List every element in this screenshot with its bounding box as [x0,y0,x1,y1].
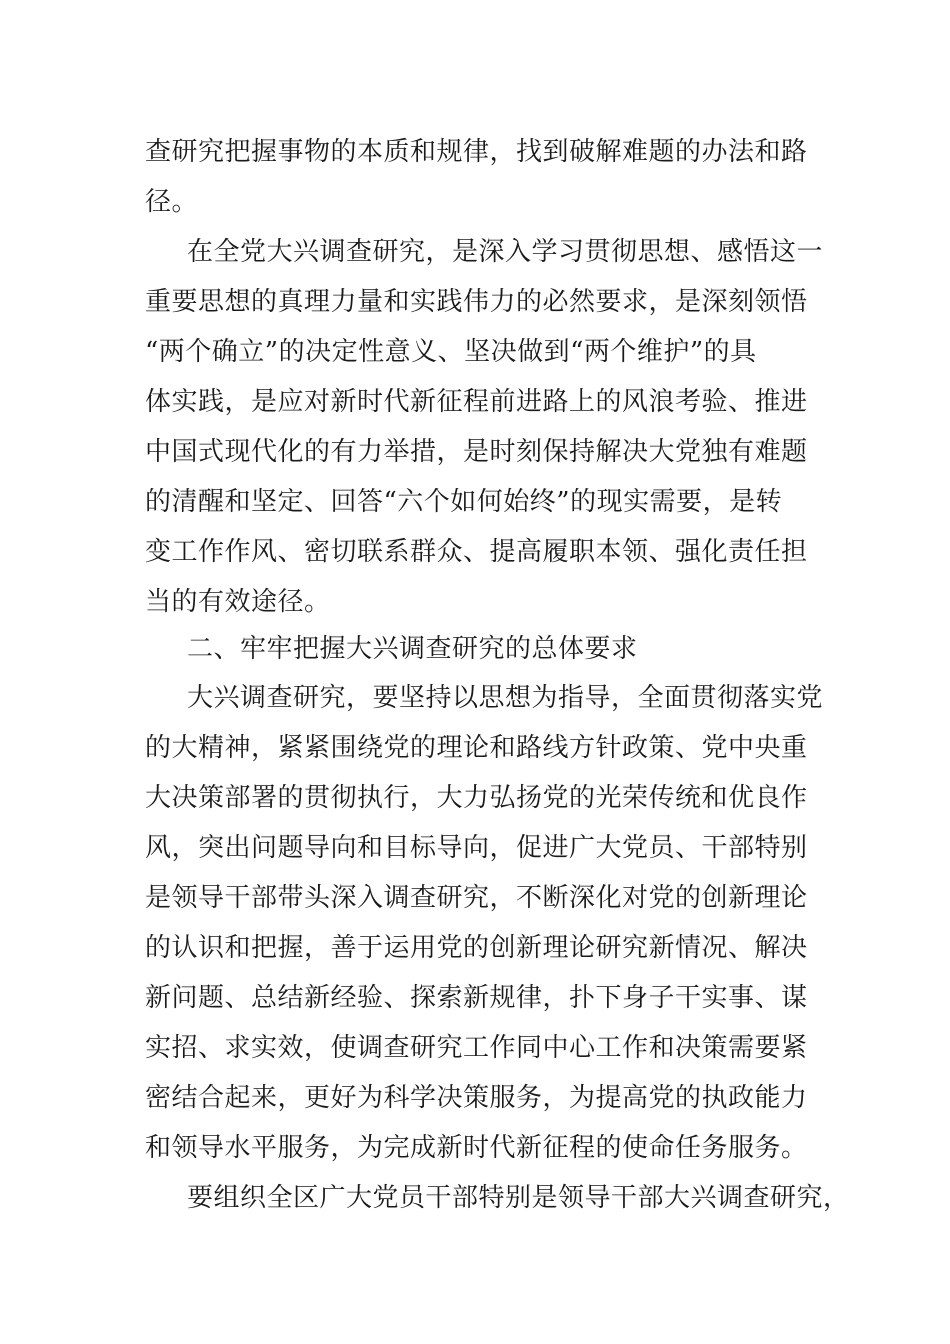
paragraph-line: 新问题、总结新经验、探索新规律，扑下身子干实事、谋 [145,983,808,1013]
paragraph-line: 和领导水平服务，为完成新时代新征程的使命任务服务。 [145,1133,808,1163]
paragraph-line: 实招、求实效，使调查研究工作同中心工作和决策需要紧 [145,1033,808,1063]
paragraph-line: 风，突出问题导向和目标导向，促进广大党员、干部特别 [145,833,808,863]
paragraph-line: 的大精神，紧紧围绕党的理论和路线方针政策、党中央重 [145,733,808,763]
paragraph-line: 重要思想的真理力量和实践伟力的必然要求，是深刻领悟 [145,287,808,317]
paragraph-line: 大兴调查研究，要坚持以思想为指导，全面贯彻落实党 [187,683,824,713]
section-heading: 二、牢牢把握大兴调查研究的总体要求 [187,634,638,664]
paragraph-line: 径。 [145,187,199,217]
paragraph-line: 大决策部署的贯彻执行，大力弘扬党的光荣传统和优良作 [145,783,808,813]
paragraph-line: 中国式现代化的有力举措，是时刻保持解决大党独有难题 [145,437,808,467]
paragraph-line: 密结合起来，更好为科学决策服务，为提高党的执政能力 [145,1083,808,1113]
paragraph-line: 要组织全区广大党员干部特别是领导干部大兴调查研究， [187,1183,850,1213]
paragraph-line: 查研究把握事物的本质和规律，找到破解难题的办法和路 [145,137,808,167]
paragraph-line: 的认识和把握，善于运用党的创新理论研究新情况、解决 [145,933,808,963]
paragraph-line: 体实践，是应对新时代新征程前进路上的风浪考验、推进 [145,387,808,417]
paragraph-line: 在全党大兴调查研究，是深入学习贯彻思想、感悟这一 [187,237,824,267]
paragraph-line: 的清醒和坚定、回答“六个如何始终”的现实需要，是转 [145,487,783,517]
paragraph-line: “两个确立”的决定性意义、坚决做到“两个维护”的具 [145,337,757,367]
paragraph-line: 变工作作风、密切联系群众、提高履职本领、强化责任担 [145,537,808,567]
paragraph-line: 是领导干部带头深入调查研究，不断深化对党的创新理论 [145,883,808,913]
paragraph-line: 当的有效途径。 [145,587,331,617]
